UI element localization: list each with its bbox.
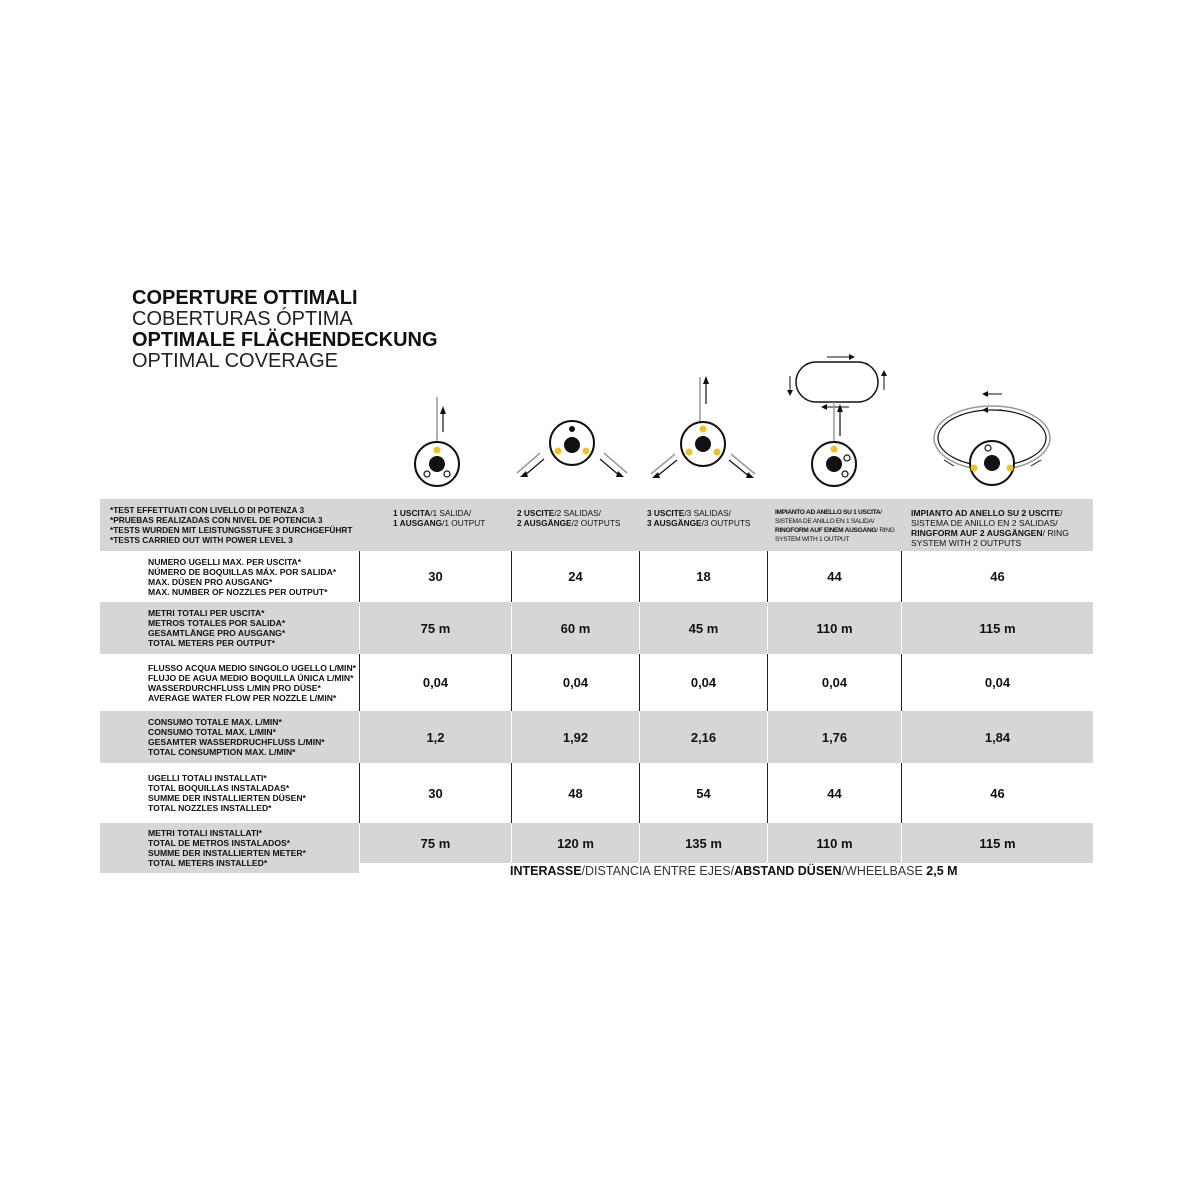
value-cell: 46 (901, 551, 1093, 602)
value-cell: 120 m (511, 823, 639, 863)
diagram-ring-2-outputs (930, 388, 1055, 483)
value-cell: 2,16 (639, 711, 767, 763)
row-label: UGELLI TOTALI INSTALLATI* TOTAL BOQUILLAS INSTALADAS* SUMME DER INSTALLIERTEN DÜSEN* TOTAL NOZZLES INSTALLED* (148, 773, 306, 813)
coverage-table (100, 499, 1093, 873)
value-cell: 110 m (767, 602, 901, 654)
row-label: METRI TOTALI PER USCITA* METROS TOTALES POR SALIDA* GESAMTLÄNGE PRO AUSGANG* TOTAL METERS PER OUTPUT* (148, 608, 286, 648)
value-cell: 30 (359, 551, 511, 602)
table-row (100, 711, 1093, 763)
title-de: OPTIMALE FLÄCHENDECKUNG (132, 329, 438, 351)
column-header-2-outputs: 2 USCITE/2 SALIDAS/ 2 AUSGÄNGE/2 OUTPUTS (517, 508, 621, 528)
diagram-ring-1-output (787, 354, 887, 489)
value-cell: 75 m (359, 602, 511, 654)
value-cell: 0,04 (767, 654, 901, 711)
table-row (100, 654, 1093, 711)
column-header-3-outputs: 3 USCITE/3 SALIDAS/ 3 AUSGÄNGE/3 OUTPUTS (647, 508, 751, 528)
value-cell: 48 (511, 763, 639, 823)
value-cell: 30 (359, 763, 511, 823)
value-cell: 54 (639, 763, 767, 823)
table-row (100, 551, 1093, 602)
column-header-ring-1-output: IMPIANTO AD ANELLO SU 1 USCITA/ SISTEMA DE ANILLO EN 1 SALIDA/ RINGFORM AUF EINEM AUSGANG/ RING SYSTEM WITH 1 OUTPUT (775, 509, 895, 543)
value-cell: 75 m (359, 823, 511, 863)
table-row (100, 602, 1093, 654)
value-cell: 1,84 (901, 711, 1093, 763)
value-cell: 0,04 (359, 654, 511, 711)
value-cell: 1,92 (511, 711, 639, 763)
table-header-row (100, 499, 1093, 551)
title-es: COBERTURAS ÓPTIMA (132, 308, 353, 330)
column-header-ring-2-outputs: IMPIANTO AD ANELLO SU 2 USCITE/ SISTEMA DE ANILLO EN 2 SALIDAS/ RINGFORM AUF 2 AUSGÄNGEN/ RING SYSTEM WITH 2 OUTPUTS (911, 508, 1069, 548)
value-cell: 44 (767, 763, 901, 823)
value-cell: 115 m (901, 823, 1093, 863)
value-cell: 44 (767, 551, 901, 602)
table-row (100, 763, 1093, 823)
value-cell: 115 m (901, 602, 1093, 654)
test-note: *TEST EFFETTUATI CON LIVELLO DI POTENZA 3 *PRUEBAS REALIZADAS CON NIVEL DE POTENCIA 3 *TESTS WURDEN MIT LEISTUNGSSTUFE 3 DURCHGEFÜHRT *TESTS CARRIED OUT WITH POWER LEVEL 3 (110, 505, 353, 545)
value-cell: 45 m (639, 602, 767, 654)
row-label: METRI TOTALI INSTALLATI* TOTAL DE METROS INSTALADOS* SUMME DER INSTALLIERTEN METER* TOTAL METERS INSTALLED* (100, 823, 359, 873)
diagram-2-outputs (512, 415, 632, 480)
value-cell: 0,04 (639, 654, 767, 711)
row-label: FLUSSO ACQUA MEDIO SINGOLO UGELLO L/MIN* FLUJO DE AGUA MEDIO BOQUILLA ÚNICA L/MIN* WASSERDURCHFLUSS L/MIN PRO DÜSE* AVERAGE WATER FLOW PER NOZZLE L/MIN* (148, 662, 356, 703)
title-block (132, 288, 438, 372)
value-cell: 0,04 (511, 654, 639, 711)
value-cell: 0,04 (901, 654, 1093, 711)
diagram-3-outputs (643, 372, 763, 482)
row-label: NUMERO UGELLI MAX. PER USCITA* NÚMERO DE BOQUILLAS MÁX. POR SALIDA* MAX. DÜSEN PRO AUSGANG* MAX. NUMBER OF NOZZLES PER OUTPUT* (148, 556, 337, 597)
value-cell: 1,2 (359, 711, 511, 763)
value-cell: 24 (511, 551, 639, 602)
row-label: CONSUMO TOTALE MAX. L/MIN* CONSUMO TOTAL MAX. L/MIN* GESAMTER WASSERDRUCHFLUSS L/MIN* TOTAL CONSUMPTION MAX. L/MIN* (148, 717, 325, 757)
value-cell: 60 m (511, 602, 639, 654)
value-cell: 110 m (767, 823, 901, 863)
column-header-1-output: 1 USCITA/1 SALIDA/ 1 AUSGANG/1 OUTPUT (393, 508, 486, 528)
wheelbase-note: INTERASSE/DISTANCIA ENTRE EJES/ABSTAND DÜSEN/WHEELBASE 2,5 M (510, 864, 958, 878)
value-cell: 135 m (639, 823, 767, 863)
value-cell: 18 (639, 551, 767, 602)
diagram-1-output (410, 392, 470, 487)
title-it: COPERTURE OTTIMALI (132, 287, 358, 309)
value-cell: 46 (901, 763, 1093, 823)
value-cell: 1,76 (767, 711, 901, 763)
title-en: OPTIMAL COVERAGE (132, 350, 338, 372)
